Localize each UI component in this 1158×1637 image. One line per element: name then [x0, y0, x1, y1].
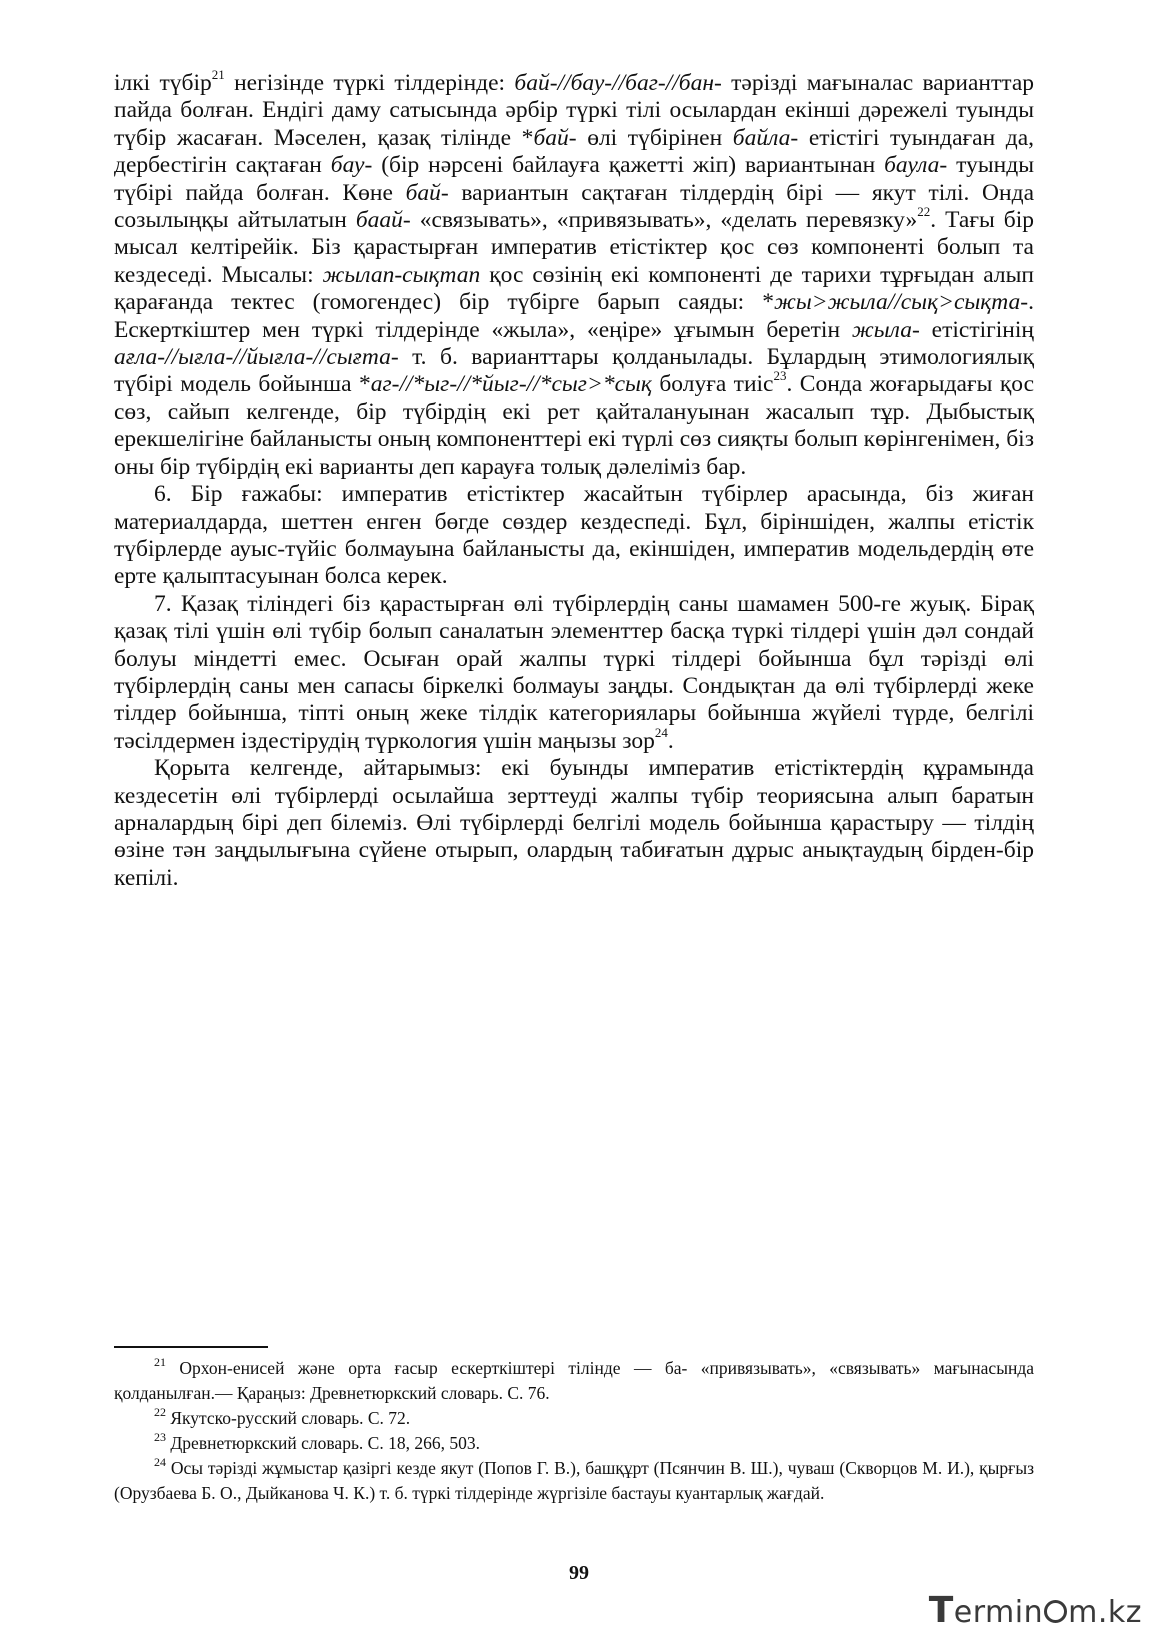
footnote-22: $^{22}$ Якутско-русский словарь. С. 72.: [154, 1405, 411, 1428]
footnote-ref-22[interactable]: 22: [917, 204, 931, 220]
paragraph-4: Қорыта келгенде, айтарымыз: екі буынды императив етістіктердің құрамында кездесетін өлі түбірлерді осылайша зерттеуді жалпы түбір теориясына алып баратын арналардың бірі деп білеміз. Өлі түбірлерді белгілі модель бойынша қарастыру — тілдің өзіне тән заңдылығына сүйене отырып, олардың табиғатын дұрыс анықтаудың бірден-бір кепілі.: [114, 755, 1034, 891]
footnote-24: $^{24}$ Осы тәрізді жұмыстар қазіргі кезде якут (Попов Г. В.), башқұрт (Псянчин В. Ш.), чуваш (Скворцов М. И.), қырғыз (Орузбаева Б. О., Дыйканова Ч. К.) т. б. түркі тілдерінде жүргізіле бастауы куантарлық жағдай.: [114, 1455, 1035, 1503]
paragraph-1: ілкі түбір$^{21}$ негізінде түркі тілдерінде: бай-//бау-//баг-//бан- тәрізді мағыналас варианттар пайда болған. Ендігі даму сатысында әрбір түркі тілі осылардан екінші дәрежелі туынды түбір жасаған. Мәселен, қазақ тілінде *бай- өлі түбірінен байла- етістігі туындаған да, дербестігін сақтаған бау- (бір нәрсені байлауға қажетті жіп) вариантынан баула- туынды түбірі пайда болған. Көне бай- вариантын сақтаған тілдердің бірі — якут тілі. Онда созылыңқы айтылатын баай- «связывать», «привязывать», «делать перевязку»$^{22}$. Тағы бір мысал келтірейік. Біз қарастырған императив етістіктер қос сөз компоненті болып та кездеседі. Мысалы: жылап-сықтап қос сөзінің екі компоненті де тарихи тұрғыдан алып қарағанда тектес (гомогендес) бір түбірге барып саяды: *жы>жыла//сық>сықта-. Ескерткіштер мен түркі тілдерінде «жыла», «еңіре» ұғымын беретін жыла- етістігінің ағла-//ығла-//йығла-//сығта- т. б. варианттары қолданылады. Бұлардың этимологиялық түбірі модель бойынша *аг-//*ыг-//*йыг-//*сыг>*сық болуға тиіс$^{23}$. Сонда жоғарыдағы қос сөз, сайып келгенде, бір түбірдің екі рет қайталануынан жасалып тұр. Дыбыстық ерекшелігіне байланысты оның компоненттері екі түрлі сөз сияқты болып көрінгенімен, біз оны бір түбірдің екі варианты деп карауға толық дәлеліміз бар.: [114, 67, 1035, 480]
footnote-ref-24[interactable]: 24: [654, 724, 668, 740]
footnote-ref-21[interactable]: 21: [211, 67, 225, 82]
paragraph-3: 7. Қазақ тіліндегі біз қарастырған өлі түбірлердің саны шамамен 500-ге жуық. Бірақ қазақ тілі үшін өлі түбір болып саналатын элементтер басқа түркі тілдері үшін дәл сондай болуы міндетті емес. Осыған орай жалпы түркі тілдері бойынша бұл тәрізді өлі түбірлердің саны мен сапасы біркелкі болмауы заңды. Сондықтан да өлі түбірлерді жеке тілдер бойынша, тіпті оның жеке тілдік категориялары бойынша жүйелі түрде, белгілі тәсілдермен іздестірудің түркология үшін маңызы зор$^{24}$.: [114, 590, 1034, 754]
paragraph-2: 6. Бір ғажабы: императив етістіктер жасайтын түбірлер арасында, біз жиған материалдарда, шеттен енген бөгде сөздер кездеспеді. Бұл, біріншіден, жалпы етістік түбірлерде ауыс-түйіс болмауына байланысты да, екіншіден, императив модельдердің өте ерте қалыптасуынан болса керек.: [114, 481, 1034, 590]
footnote-ref-23[interactable]: 23: [773, 368, 787, 384]
site-watermark: Termin m.kz: [928, 1590, 1142, 1631]
footnote-23: $^{23}$ Древнетюркский словарь. С. 18, 266, 503.: [154, 1430, 480, 1453]
footnotes: [114, 1356, 1034, 1506]
footnote-21: $^{21}$ Орхон-енисей және орта ғасыр ескерткіштері тілінде — ба- «привязывать», «связывать» мағынасында қолданылған.— Қараңыз: Древнетюркский словарь. С. 76.: [114, 1355, 1034, 1403]
page-number: 99: [569, 1562, 589, 1584]
footnote-divider: [114, 1346, 268, 1348]
circle-o-icon: [1044, 1600, 1067, 1623]
main-text: [114, 67, 1035, 892]
